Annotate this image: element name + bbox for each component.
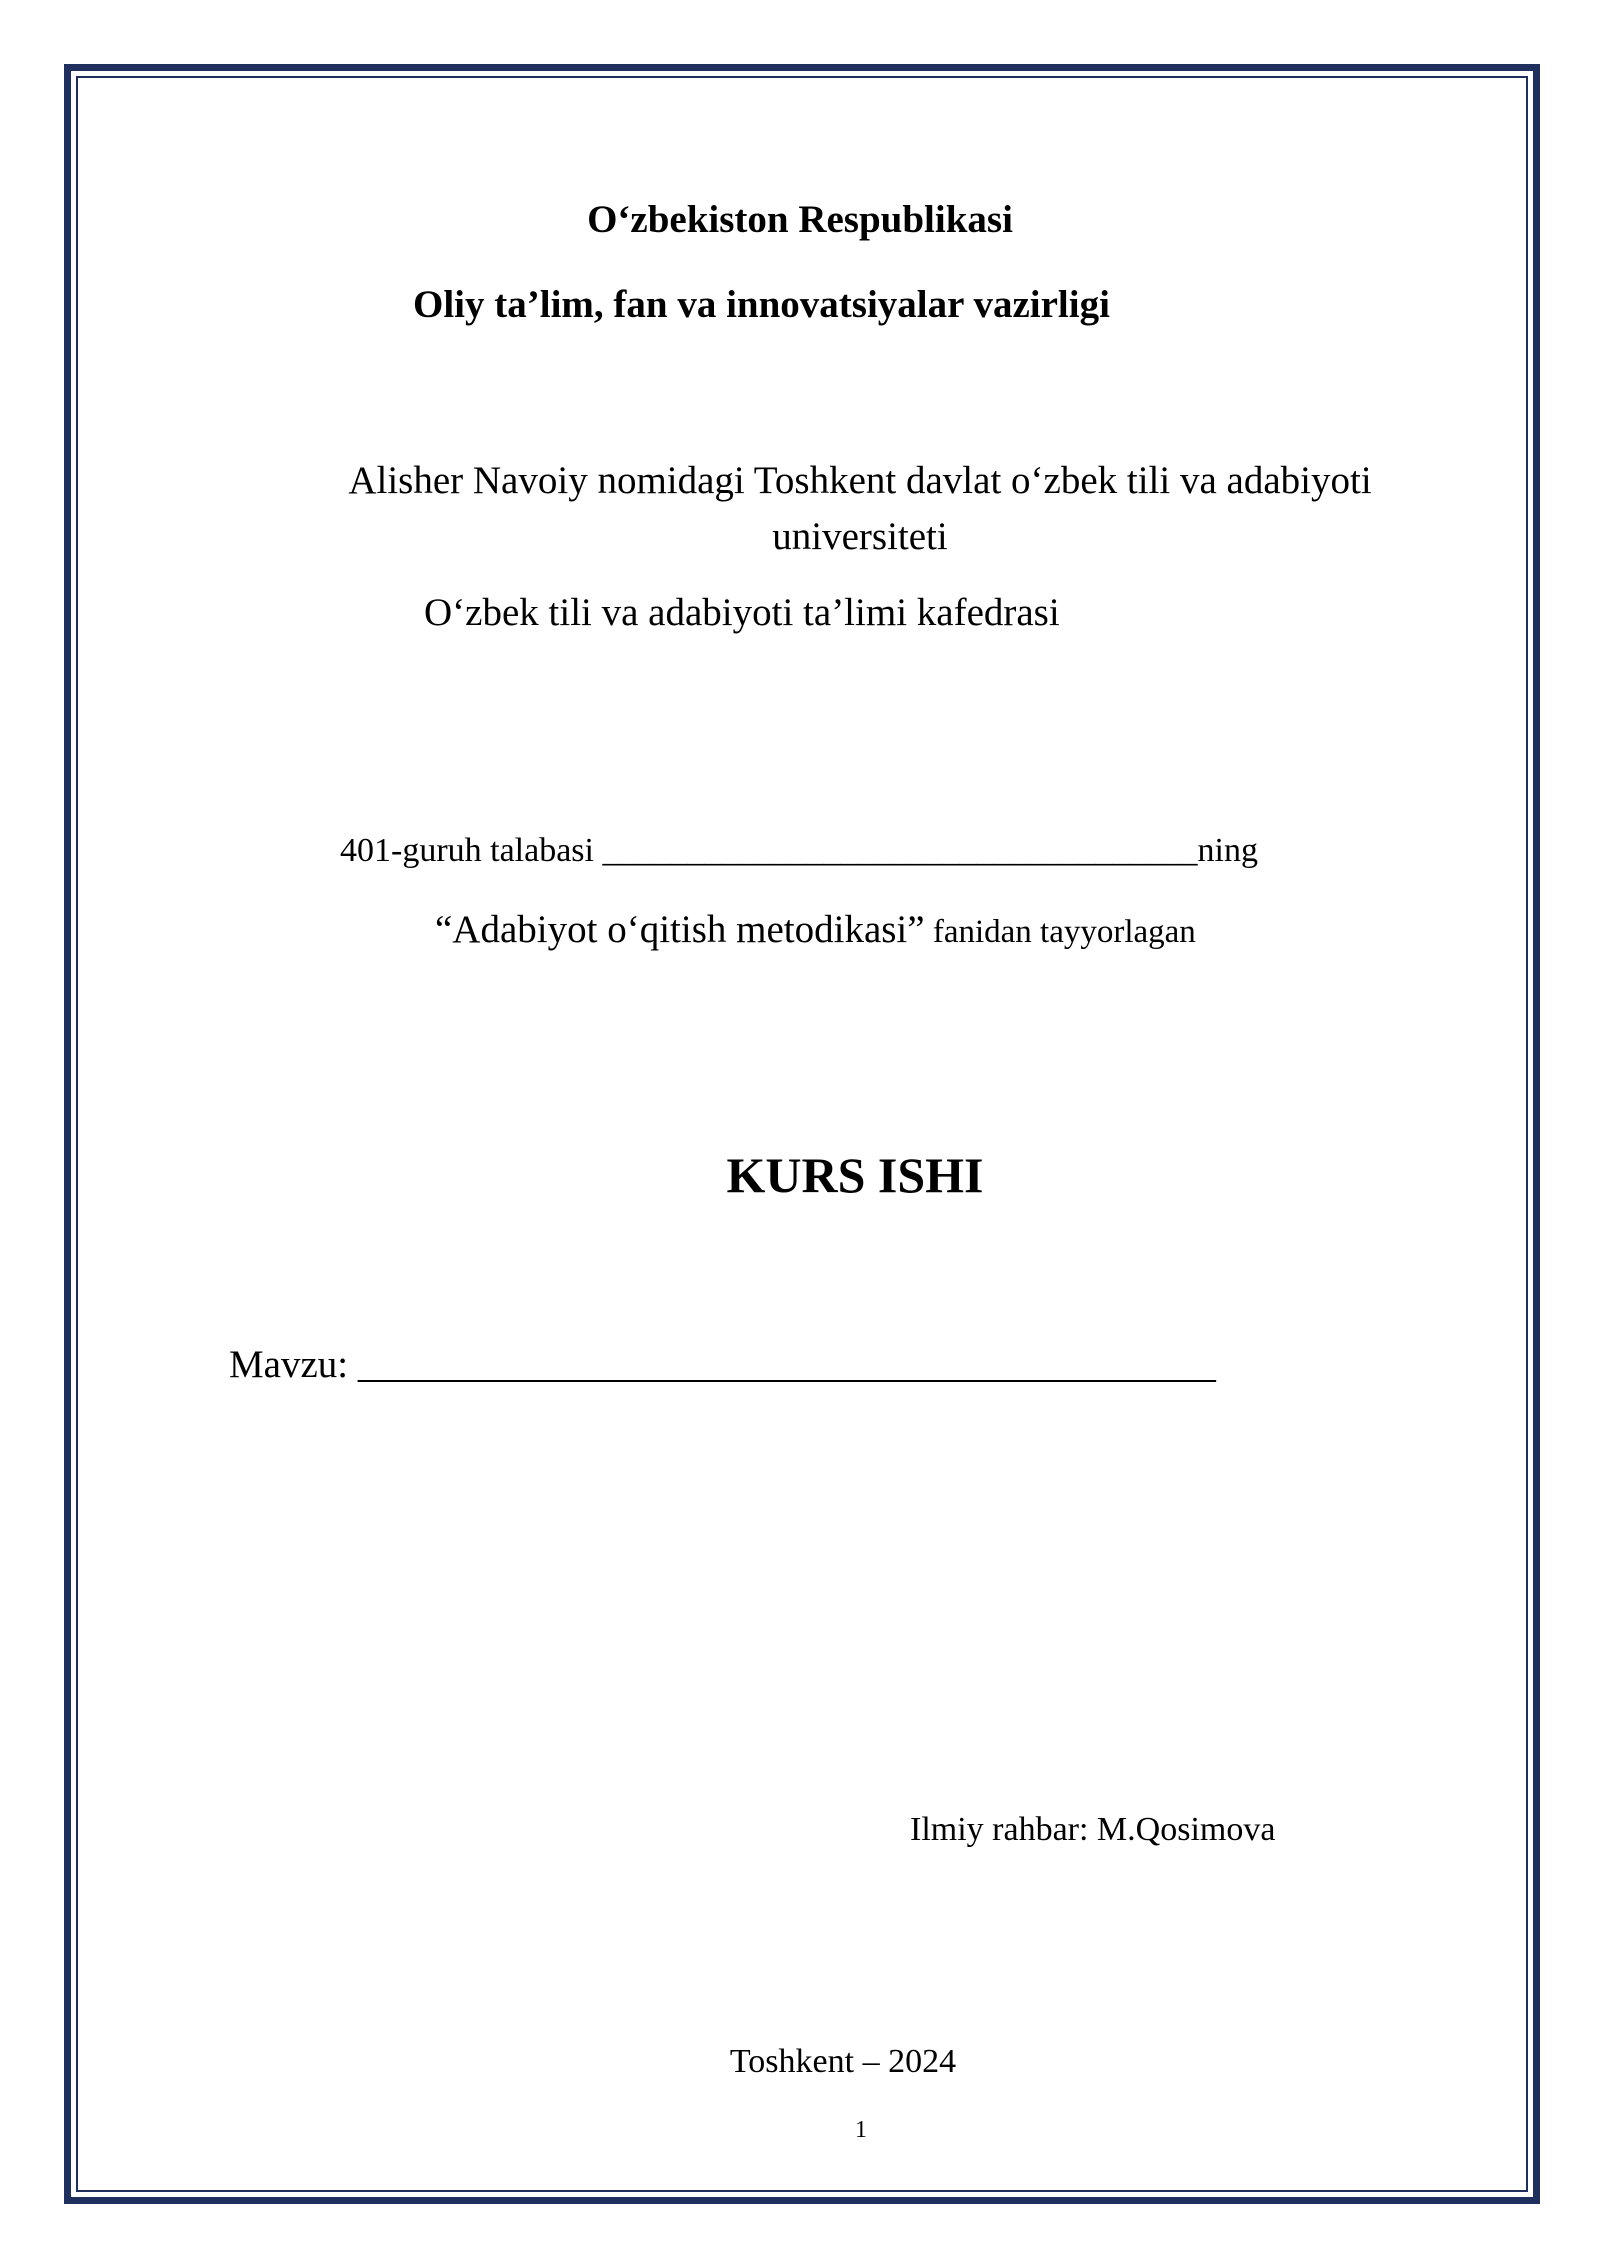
subject-name: “Adabiyot o‘qitish metodikasi” [435, 908, 925, 951]
ministry-heading: Oliy ta’lim, fan va innovatsiyalar vazirligi [413, 283, 1110, 326]
topic-blank: ____________________________________________ [357, 1343, 1216, 1386]
subject-line [435, 910, 1196, 949]
subject-suffix: fanidan tayyorlagan [924, 914, 1196, 950]
student-prefix: 401-guruh talabasi [340, 832, 603, 869]
student-name-blank: ___________________________________ [602, 832, 1198, 869]
page-border-inner [76, 76, 1528, 2192]
advisor-line: Ilmiy rahbar: M.Qosimova [910, 1811, 1276, 1848]
topic-line [229, 1345, 1216, 1384]
country-heading: O‘zbekiston Respublikasi [587, 198, 1013, 241]
topic-label: Mavzu: [229, 1343, 358, 1386]
document-title: KURS ISHI [726, 1147, 984, 1203]
department-name: O‘zbek tili va adabiyoti ta’limi kafedrasi [424, 591, 1060, 634]
city-year: Toshkent – 2024 [729, 2043, 957, 2080]
page-number: 1 [855, 2117, 867, 2143]
student-suffix: ning [1197, 832, 1258, 869]
student-line [340, 834, 1258, 868]
university-name: Alisher Navoiy nomidagi Toshkent davlat o‘zbek tili va adabiyoti universiteti [348, 459, 1372, 558]
